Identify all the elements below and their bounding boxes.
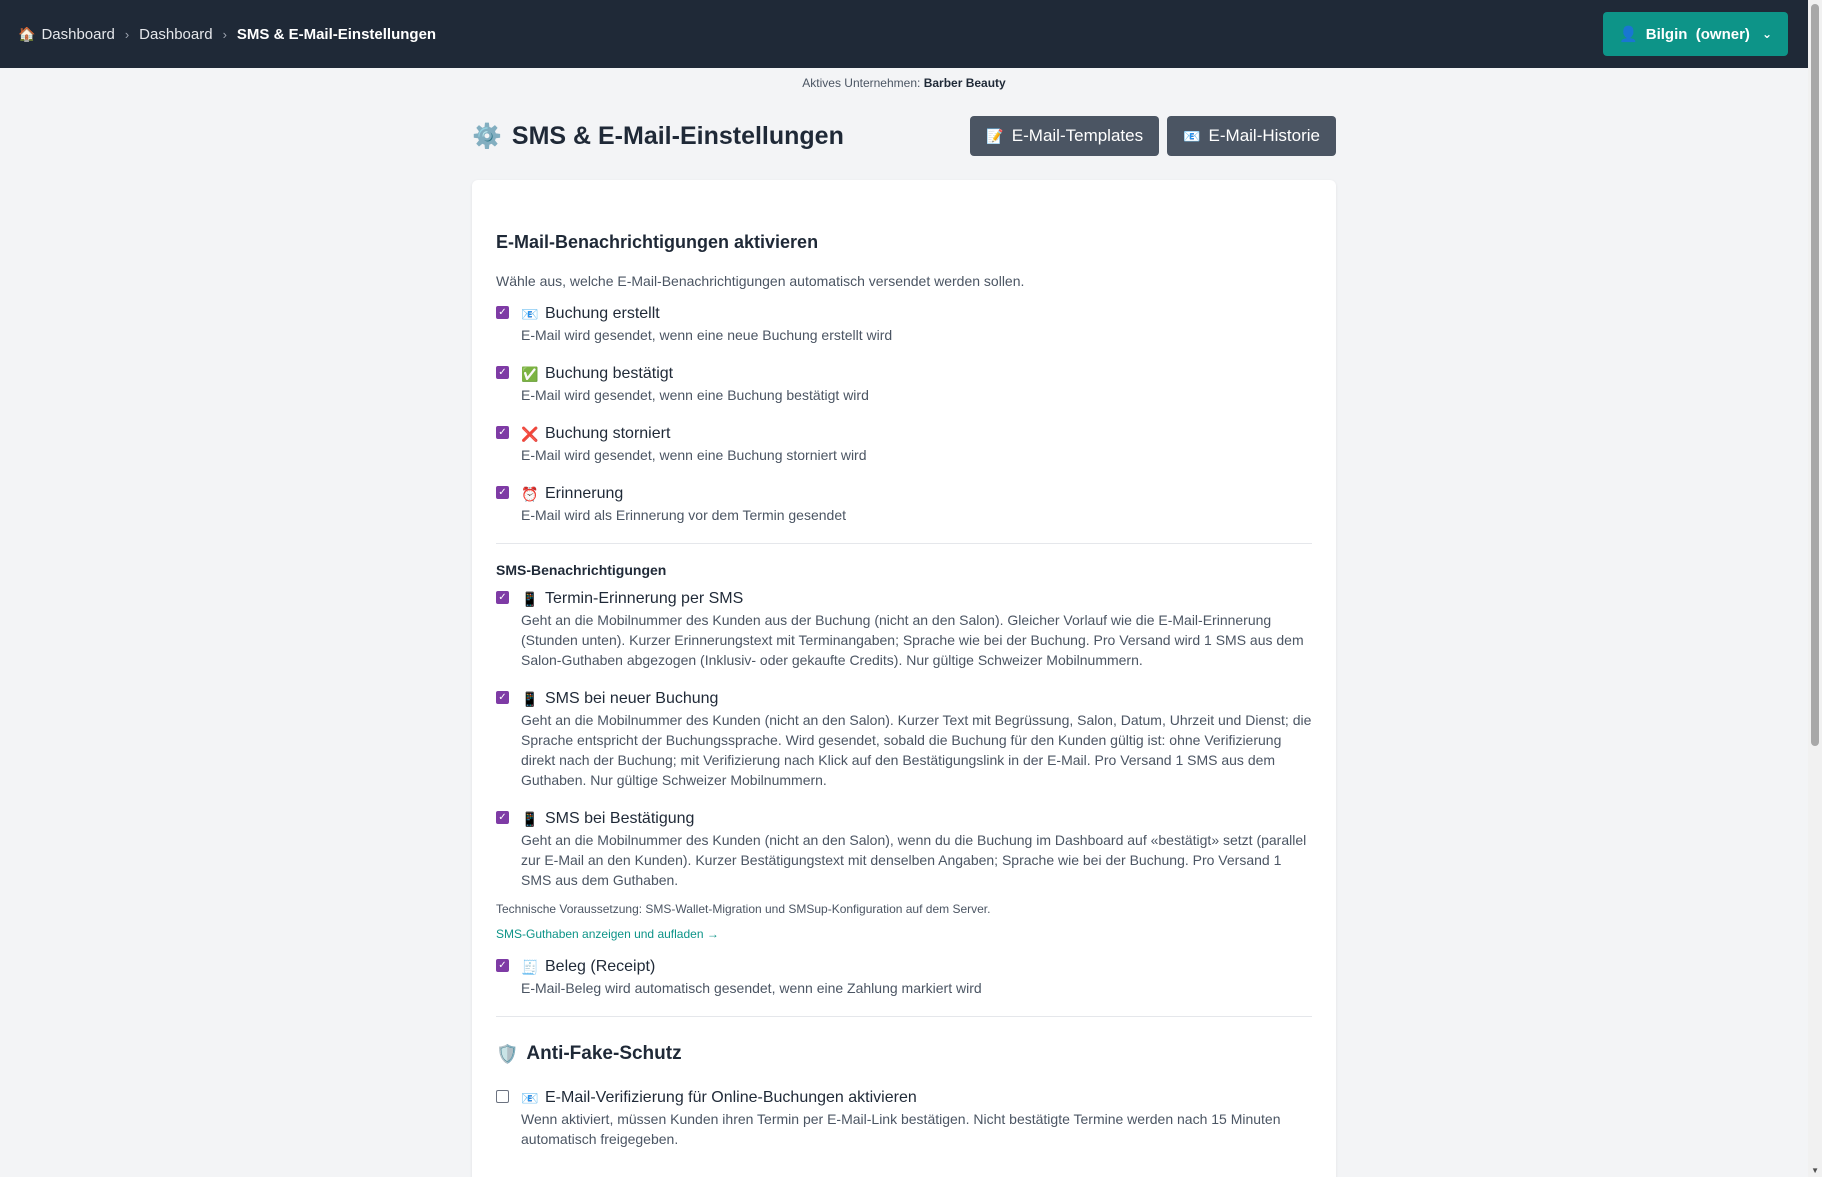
anti-fake-title-wrap [496,1043,1312,1065]
gear-icon: ⚙️ [472,122,502,150]
email-section-description: Wähle aus, welche E-Mail-Benachrichtigungen automatisch versendet werden sollen. [496,273,1025,289]
sms-credit-link[interactable]: SMS-Guthaben anzeigen und aufladen → [496,927,719,941]
settings-card [472,180,1336,1177]
mobile-phone-icon: 📱 [521,590,539,607]
mobile-phone-icon: 📱 [521,690,539,707]
option-label: E-Mail-Verifizierung für Online-Buchungen aktivieren [545,1089,917,1106]
divider [496,1016,1312,1017]
user-icon: 👤 [1619,26,1638,43]
scrollbar-thumb[interactable] [1811,4,1819,746]
alarm-clock-icon: ⏰ [521,485,539,502]
email-templates-button[interactable] [970,116,1159,156]
breadcrumb [18,26,436,43]
chevron-right-icon: › [124,26,130,42]
sms-section-title: SMS-Benachrichtigungen [496,562,667,578]
active-company-prefix: Aktives Unternehmen: [802,76,921,90]
option-label: SMS bei Bestätigung [545,810,695,827]
option-reminder [496,483,1312,525]
option-booking-confirmed [496,363,1312,405]
email-history-label: E-Mail-Historie [1208,126,1320,145]
top-navbar [0,0,1808,68]
header-actions [970,116,1336,156]
email-section-title: E-Mail-Benachrichtigungen aktivieren [496,232,819,252]
check-mark-icon: ✅ [521,365,539,382]
checkbox-reminder[interactable]: ✓ [496,486,509,499]
checkbox-sms-confirmation[interactable]: ✓ [496,811,509,824]
scroll-down-arrow-icon[interactable]: ▼ [1811,1166,1819,1175]
divider [496,543,1312,544]
technical-note: Technische Voraussetzung: SMS-Wallet-Migration und SMSup-Konfiguration auf dem Server. [496,902,991,916]
option-description: E-Mail-Beleg wird automatisch gesendet, wenn eine Zahlung markiert wird [521,980,982,996]
active-company-name: Barber Beauty [923,76,1006,90]
option-label: Termin-Erinnerung per SMS [545,590,744,607]
checkbox-receipt[interactable]: ✓ [496,959,509,972]
option-description: Geht an die Mobilnummer des Kunden (nicht an den Salon), wenn du die Buchung im Dashboard auf «bestätigt» setzt (parallel zur E-Mail an den Kunden). Kurzer Bestätigungstext mit denselben Angaben; Sprache wie bei der Buchung. Pro Versand 1 SMS aus dem Guthaben. [521,832,1307,888]
email-templates-label: E-Mail-Templates [1011,126,1144,145]
cross-mark-icon: ❌ [521,425,539,442]
shield-icon: 🛡️ [496,1043,519,1064]
page-title: SMS & E-Mail-Einstellungen [511,121,844,150]
option-booking-cancelled [496,423,1312,465]
envelope-icon: 📧 [1183,127,1201,144]
envelope-icon: 📧 [521,305,539,322]
envelope-icon: 📧 [521,1089,539,1106]
scrollbar[interactable] [1808,0,1822,1177]
page-header [472,116,1336,156]
option-label: Buchung storniert [545,425,671,442]
option-label: Beleg (Receipt) [545,958,656,975]
active-company [0,76,1808,90]
option-label: Erinnerung [545,485,624,502]
option-sms-new-booking [496,688,1312,790]
breadcrumb-current: SMS & E-Mail-Einstellungen [236,25,437,43]
chevron-right-icon: › [222,26,227,42]
option-label: Buchung bestätigt [545,365,674,382]
receipt-icon: 🧾 [521,958,539,975]
option-label: Buchung erstellt [545,305,660,322]
option-description: Wenn aktiviert, müssen Kunden ihren Termin per E-Mail-Link bestätigen. Nicht bestätigte Termine werden nach 15 Minuten automatisch freigegeben. [521,1111,1281,1147]
checkbox-booking-cancelled[interactable]: ✓ [496,426,509,439]
option-email-verification [496,1087,1312,1149]
option-booking-created [496,303,1312,345]
option-description: E-Mail wird als Erinnerung vor dem Termin gesendet [521,507,846,523]
option-description: Geht an die Mobilnummer des Kunden aus der Buchung (nicht an den Salon). Gleicher Vorlauf wie die E-Mail-Erinnerung (Stunden unten). Kurzer Erinnerungstext mit Terminangaben; Sprache wie bei der Buchung. Pro Versand wird 1 SMS aus dem Salon-Guthaben abgezogen (Inklusiv- oder gekaufte Credits). Nur gültige Schweizer Mobilnummern. [521,612,1304,668]
option-description: Geht an die Mobilnummer des Kunden (nicht an den Salon). Kurzer Text mit Begrüssung, Salon, Datum, Uhrzeit und Dienst; die Sprache entspricht der Buchungssprache. Wird gesendet, sobald die Buchung für den Kunden gültig ist: ohne Verifizierung direkt nach der Buchung; mit Verifizierung nach Klick auf den Bestätigungslink in der E-Mail. Pro Versand 1 SMS aus dem Guthaben. Nur gültige Schweizer Mobilnummern. [521,712,1312,788]
option-label: SMS bei neuer Buchung [545,690,719,707]
anti-fake-title: Anti-Fake-Schutz [526,1043,682,1064]
chevron-down-icon: ⌄ [1761,27,1772,41]
breadcrumb-item[interactable]: Dashboard [139,25,213,43]
option-sms-confirmation [496,808,1312,890]
option-sms-reminder [496,588,1312,670]
option-description: E-Mail wird gesendet, wenn eine Buchung bestätigt wird [521,387,869,403]
user-label: Bilgin (owner) [1645,25,1750,43]
house-icon: 🏠 [18,25,36,42]
checkbox-booking-created[interactable]: ✓ [496,306,509,319]
page-title-wrap [472,122,844,151]
checkbox-email-verification[interactable] [496,1090,509,1103]
checkbox-booking-confirmed[interactable]: ✓ [496,366,509,379]
memo-icon: 📝 [986,127,1004,144]
option-description: E-Mail wird gesendet, wenn eine neue Buchung erstellt wird [521,327,893,343]
checkbox-sms-reminder[interactable]: ✓ [496,591,509,604]
breadcrumb-item[interactable]: Dashboard [41,25,115,43]
mobile-phone-icon: 📱 [521,810,539,827]
email-history-button[interactable] [1167,116,1336,156]
option-receipt [496,956,1312,998]
breadcrumb-home[interactable] [18,26,115,43]
checkbox-sms-new-booking[interactable]: ✓ [496,691,509,704]
option-description: E-Mail wird gesendet, wenn eine Buchung storniert wird [521,447,867,463]
user-menu-button[interactable] [1603,12,1788,56]
